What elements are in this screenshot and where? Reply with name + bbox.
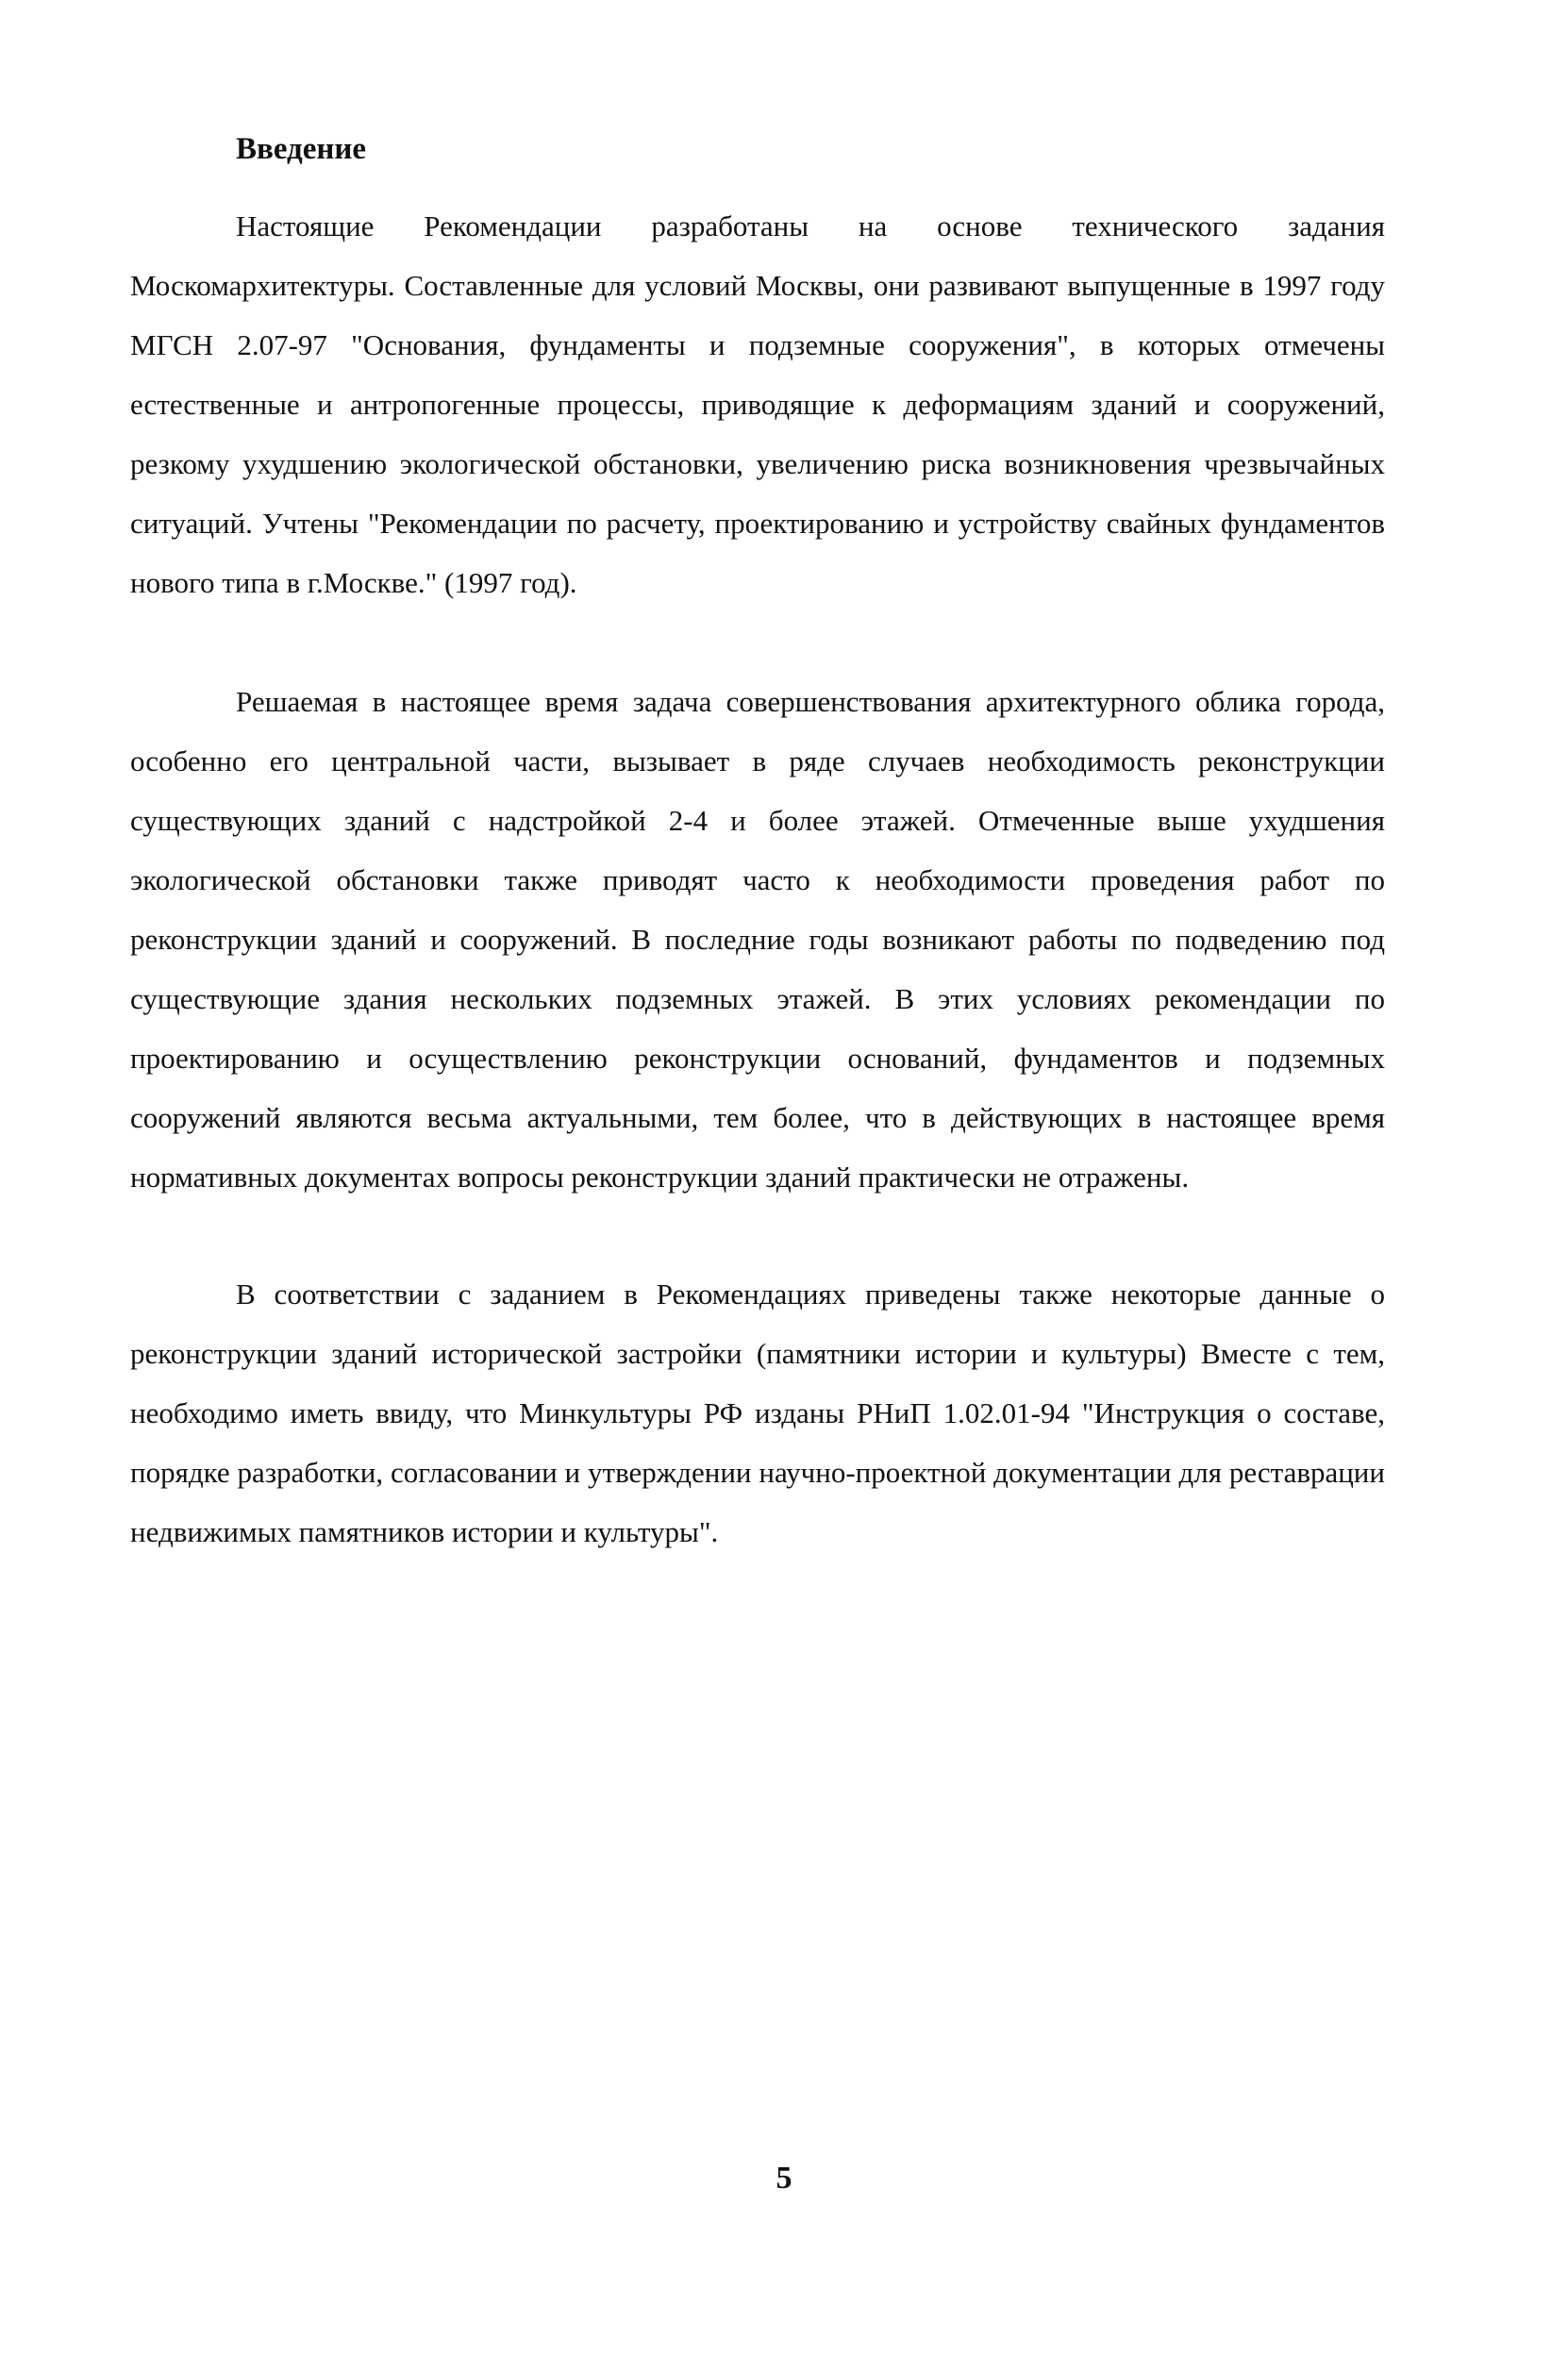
section-heading: Введение <box>236 132 367 166</box>
page-number: 5 <box>776 2161 792 2196</box>
paragraph-1: Настоящие Рекомендации разработаны на основе технического задания Москомархитектуры. Составленные для условий Москвы, они развивают выпущенные в 1997 году МГСН 2.07-97 "Основания, фундаменты и подземные сооружения", в которых отмечены естественные и антропогенные процессы, приводящие к деформациям зданий и сооружений, резкому ухудшению экологической обстановки, увеличению риска возникновения чрезвычайных ситуаций. Учтены "Рекомендации по расчету, проектированию и устройству свайных фундаментов нового типа в г.Москве." (1997 год). <box>130 209 1385 599</box>
paragraph-3: В соответствии с заданием в Рекомендациях приведены также некоторые данные о реконструкции зданий исторической застройки (памятники истории и культуры) Вместе с тем, необходимо иметь ввиду, что Минкультуры РФ изданы РНиП 1.02.01-94 "Инструкция о составе, порядке разработки, согласовании и утверждении научно-проектной документации для реставрации недвижимых памятников истории и культуры". <box>130 1278 1385 1548</box>
paragraph-2: Решаемая в настоящее время задача совершенствования архитектурного облика города, особенно его центральной части, вызывает в ряде случаев необходимость реконструкции существующих зданий с надстройкой 2-4 и более этажей. Отмеченные выше ухудшения экологической обстановки также приводят часто к необходимости проведения работ по реконструкции зданий и сооружений. В последние годы возникают работы по подведению под существующие здания нескольких подземных этажей. В этих условиях рекомендации по проектированию и осуществлению реконструкции оснований, фундаментов и подземных сооружений являются весьма актуальными, тем более, что в действующих в настоящее время нормативных документах вопросы реконструкции зданий практически не отражены. <box>130 685 1385 1194</box>
